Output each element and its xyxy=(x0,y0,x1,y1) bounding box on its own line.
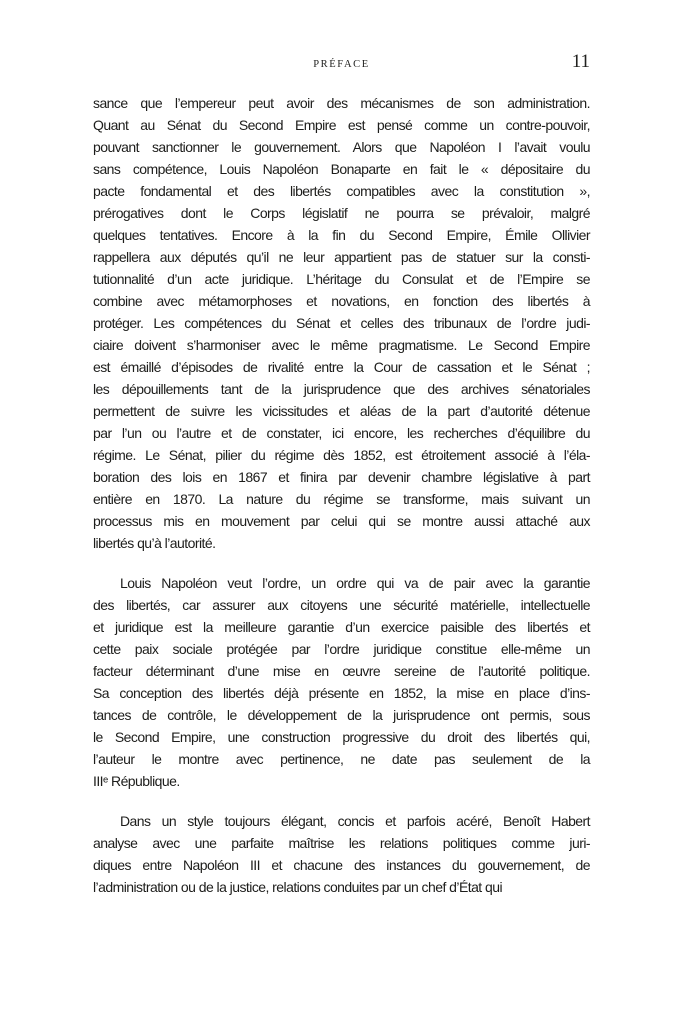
text-line: Sa conception des libertés déjà présente en 1852, la mise en place d’ins- xyxy=(93,685,590,701)
text-line: IIIᵉ République. xyxy=(93,773,180,789)
text-line: boration des lois en 1867 et finira par devenir chambre législative à part xyxy=(93,469,590,485)
text-line: des libertés, car assurer aux citoyens une sécurité matérielle, intellectuelle xyxy=(93,597,590,613)
text-line: combine avec métamorphoses et novations, en fonction des libertés à xyxy=(93,293,590,309)
text-line: l’administration ou de la justice, relations conduites par un chef d’État qui xyxy=(93,879,503,895)
text-line: pouvant sanctionner le gouvernement. Alors que Napoléon I l’avait voulu xyxy=(93,139,590,155)
page-number: 11 xyxy=(571,51,590,72)
text-line: tances de contrôle, le développement de la jurisprudence ont permis, sous xyxy=(93,707,590,723)
text-line: ciaire doivent s’harmoniser avec le même pragmatisme. Le Second Empire xyxy=(93,337,590,353)
text-line: quelques tentatives. Encore à la fin du Second Empire, Émile Ollivier xyxy=(93,227,590,243)
text-line: régime. Le Sénat, pilier du régime dès 1852, est étroitement associé à l’éla- xyxy=(93,447,590,463)
text-line: protéger. Les compétences du Sénat et celles des tribunaux de l’ordre judi- xyxy=(93,315,590,331)
text-line: Louis Napoléon veut l’ordre, un ordre qui va de pair avec la garantie xyxy=(120,575,590,591)
running-title: PRÉFACE xyxy=(313,59,370,70)
text-line: les dépouillements tant de la jurisprudence que des archives sénatoriales xyxy=(93,381,590,397)
text-line: analyse avec une parfaite maîtrise les relations politiques comme juri- xyxy=(93,835,590,851)
text-line: diques entre Napoléon III et chacune des instances du gouvernement, de xyxy=(93,857,590,873)
page-header xyxy=(93,51,590,74)
text-line: pacte fondamental et des libertés compatibles avec la constitution », xyxy=(93,183,590,199)
text-line: sance que l’empereur peut avoir des mécanismes de son administration. xyxy=(93,95,590,111)
text-line: facteur déterminant d’une mise en œuvre sereine de l’autorité politique. xyxy=(93,663,590,679)
text-line: rappellera aux députés qu’il ne leur appartient pas de statuer sur la consti- xyxy=(93,249,590,265)
page-body xyxy=(93,92,590,916)
paragraph xyxy=(93,92,590,554)
text-line: et juridique est la meilleure garantie d’un exercice paisible des libertés et xyxy=(93,619,590,635)
text-line: Dans un style toujours élégant, concis et parfois acéré, Benoît Habert xyxy=(120,813,590,829)
text-line: l’auteur le montre avec pertinence, ne date pas seulement de la xyxy=(93,751,590,767)
text-line: processus mis en mouvement par celui qui se montre aussi attaché aux xyxy=(93,513,590,529)
paragraph xyxy=(93,572,590,792)
text-line: libertés qu’à l’autorité. xyxy=(93,535,216,551)
text-line: cette paix sociale protégée par l’ordre juridique constitue elle-même un xyxy=(93,641,590,657)
text-line: le Second Empire, une construction progressive du droit des libertés qui, xyxy=(93,729,590,745)
text-line: est émaillé d’épisodes de rivalité entre la Cour de cassation et le Sénat ; xyxy=(93,359,590,375)
text-line: prérogatives dont le Corps législatif ne pourra se prévaloir, malgré xyxy=(93,205,590,221)
text-line: sans compétence, Louis Napoléon Bonaparte en fait le « dépositaire du xyxy=(93,161,590,177)
text-line: Quant au Sénat du Second Empire est pensé comme un contre-pouvoir, xyxy=(93,117,590,133)
text-line: par l’un ou l’autre et de constater, ici encore, les recherches d’équilibre du xyxy=(93,425,590,441)
text-line: permettent de suivre les vicissitudes et aléas de la part d’autorité détenue xyxy=(93,403,590,419)
text-line: entière en 1870. La nature du régime se transforme, mais suivant un xyxy=(93,491,590,507)
text-line: tutionnalité d’un acte juridique. L’héritage du Consulat et de l’Empire se xyxy=(93,271,590,287)
paragraph xyxy=(93,810,590,898)
